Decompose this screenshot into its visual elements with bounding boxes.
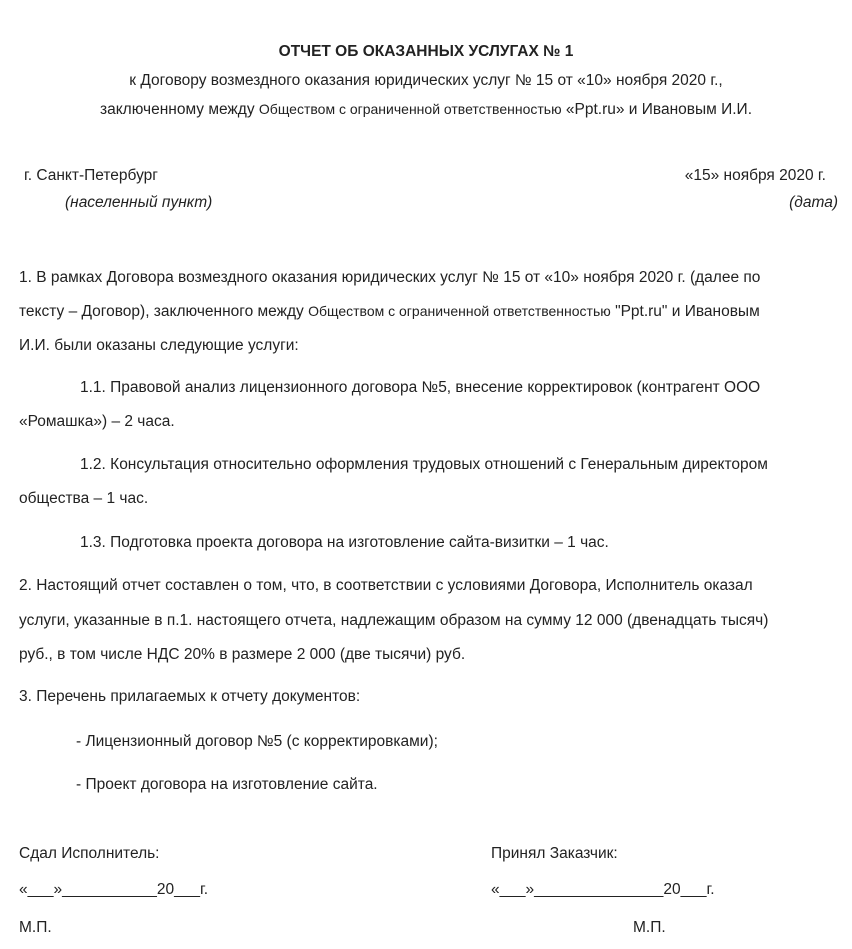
service-1-1-line-1: 1.1. Правовой анализ лицензионного договора №5, внесение корректировок (контрагент ООО <box>80 379 761 396</box>
customer-signature-label: Принял Заказчик: <box>491 845 618 862</box>
service-1-1-line-2: «Ромашка») – 2 часа. <box>19 413 175 430</box>
executor-signature-label: Сдал Исполнитель: <box>19 845 160 862</box>
service-1-2-line-1: 1.2. Консультация относительно оформления трудовых отношений с Генеральным директором <box>80 456 768 473</box>
parties-text-a: заключенному между <box>100 101 259 118</box>
document-title: ОТЧЕТ ОБ ОКАЗАННЫХ УСЛУГАХ № 1 <box>278 43 574 60</box>
executor-signature-date: «___»___________20___г. <box>19 881 209 898</box>
document-date: «15» ноября 2020 г. <box>684 167 826 184</box>
attachment-1: - Лицензионный договор №5 (с корректировками); <box>76 733 438 750</box>
service-1-2-line-2: общества – 1 час. <box>19 490 149 507</box>
contract-reference: к Договору возмездного оказания юридических услуг № 15 от «10» ноября 2020 г., <box>129 72 723 89</box>
paragraph-2-line-2: услуги, указанные в п.1. настоящего отчета, надлежащим образом на сумму 12 000 (двенадцать тысяч) <box>19 612 769 629</box>
paragraph-1-line-2 <box>19 303 760 321</box>
paragraph-1-line-3: И.И. были оказаны следующие услуги: <box>19 337 299 354</box>
p1-org-type: Обществом с ограниченной ответственностью <box>308 303 611 319</box>
date-caption: (дата) <box>789 194 838 211</box>
city-caption: (населенный пункт) <box>65 194 213 211</box>
p1-text-c: "Ppt.ru" и Ивановым <box>610 303 760 320</box>
paragraph-2-line-1: 2. Настоящий отчет составлен о том, что, в соответствии с условиями Договора, Исполнитель оказал <box>19 577 753 594</box>
city: г. Санкт-Петербург <box>24 167 158 184</box>
parties-text-c: «Ppt.ru» и Ивановым И.И. <box>561 101 752 118</box>
customer-signature-date: «___»_______________20___г. <box>491 881 715 898</box>
paragraph-2-line-3: руб., в том числе НДС 20% в размере 2 000 (две тысячи) руб. <box>19 646 466 663</box>
parties-org-type: Обществом с ограниченной ответственностью <box>258 101 562 117</box>
executor-stamp: М.П. <box>19 919 52 936</box>
service-1-3: 1.3. Подготовка проекта договора на изготовление сайта-визитки – 1 час. <box>80 534 609 551</box>
contract-parties <box>0 101 852 119</box>
p1-text-a: тексту – Договор), заключенного между <box>19 303 309 320</box>
attachment-2: - Проект договора на изготовление сайта. <box>76 776 378 793</box>
customer-stamp: М.П. <box>633 919 666 936</box>
paragraph-1-line-1: 1. В рамках Договора возмездного оказания юридических услуг № 15 от «10» ноября 2020 г. (далее по <box>19 269 761 286</box>
paragraph-3: 3. Перечень прилагаемых к отчету документов: <box>19 688 361 705</box>
